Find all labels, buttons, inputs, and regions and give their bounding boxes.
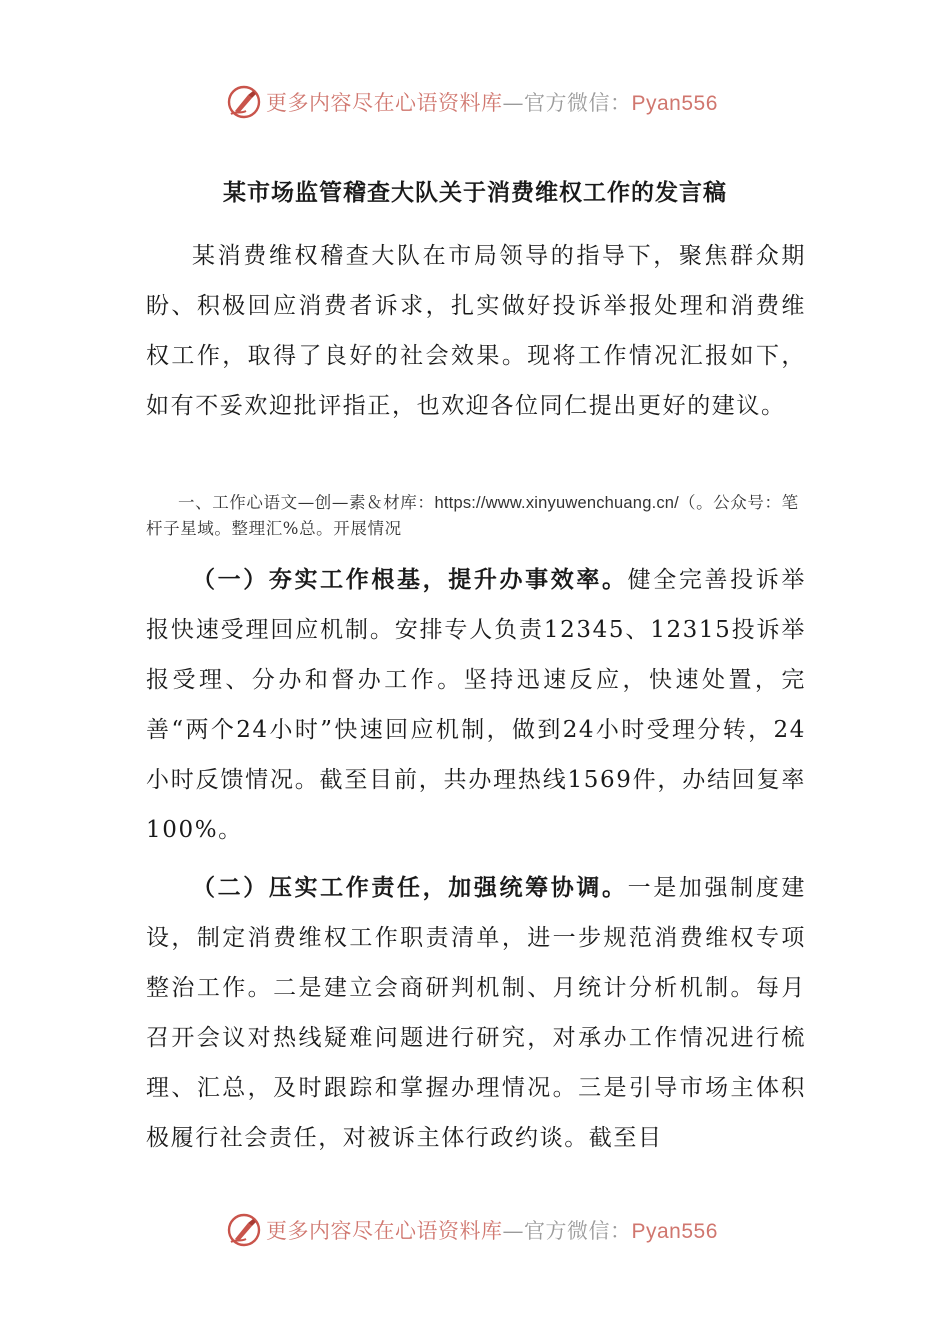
banner-text	[266, 87, 718, 117]
banner-wechat-id: Pyan556	[631, 92, 718, 115]
document-title: 某市场监管稽查大队关于消费维权工作的发言稿	[223, 179, 727, 206]
item-two-lead: （二）压实工作责任，加强统筹协调。	[192, 874, 628, 901]
banner-contact-label: 官方微信：	[524, 91, 632, 115]
section-heading-suffix: （。公众号：笔杆子星域。整理汇%总。开展情况	[146, 493, 799, 538]
section-heading-prefix: 一、工作心语文—创—素＆材库：	[178, 493, 435, 512]
banner-contact-label: 官方微信：	[524, 1219, 632, 1243]
section-heading-url: https://www.xinyuwenchuang.cn/	[434, 494, 679, 512]
item-two-body: 一是加强制度建设，制定消费维权工作职责清单，进一步规范消费维权专项整治工作。二是建立会商研判机制、月统计分析机制。每月召开会议对热线疑难问题进行研究，对承办工作情况进行梳理、汇总，及时跟踪和掌握办理情况。三是引导市场主体积极履行社会责任，对被诉主体行政约谈。截至目	[146, 875, 806, 1151]
banner-slogan: 更多内容尽在心语资料库	[266, 1219, 503, 1243]
pen-nib-logo-icon	[226, 84, 262, 120]
banner-wechat-id: Pyan556	[631, 1220, 718, 1243]
banner-slogan: 更多内容尽在心语资料库	[266, 91, 503, 115]
banner-separator: —	[502, 91, 524, 115]
footer-watermark-banner	[0, 1206, 950, 1254]
item-two-paragraph	[146, 863, 806, 1163]
item-one-paragraph	[146, 555, 806, 855]
banner-text	[266, 1215, 718, 1245]
section-heading-line	[146, 490, 806, 542]
banner-separator: —	[502, 1219, 524, 1243]
item-one-body: 健全完善投诉举报快速受理回应机制。安排专人负责12345、12315投诉举报受理、分办和督办工作。坚持迅速反应，快速处置，完善“两个24小时”快速回应机制，做到24小时受理分转，24小时反馈情况。截至目前，共办理热线1569件，办结回复率100%。	[146, 567, 806, 843]
header-watermark-banner	[0, 78, 950, 126]
intro-paragraph: 某消费维权稽查大队在市局领导的指导下，聚焦群众期盼、积极回应消费者诉求，扎实做好投诉举报处理和消费维权工作，取得了良好的社会效果。现将工作情况汇报如下，如有不妥欢迎批评指正，也欢迎各位同仁提出更好的建议。	[146, 243, 806, 419]
pen-nib-logo-icon	[226, 1212, 262, 1248]
item-one-lead: （一）夯实工作根基，提升办事效率。	[192, 566, 628, 593]
